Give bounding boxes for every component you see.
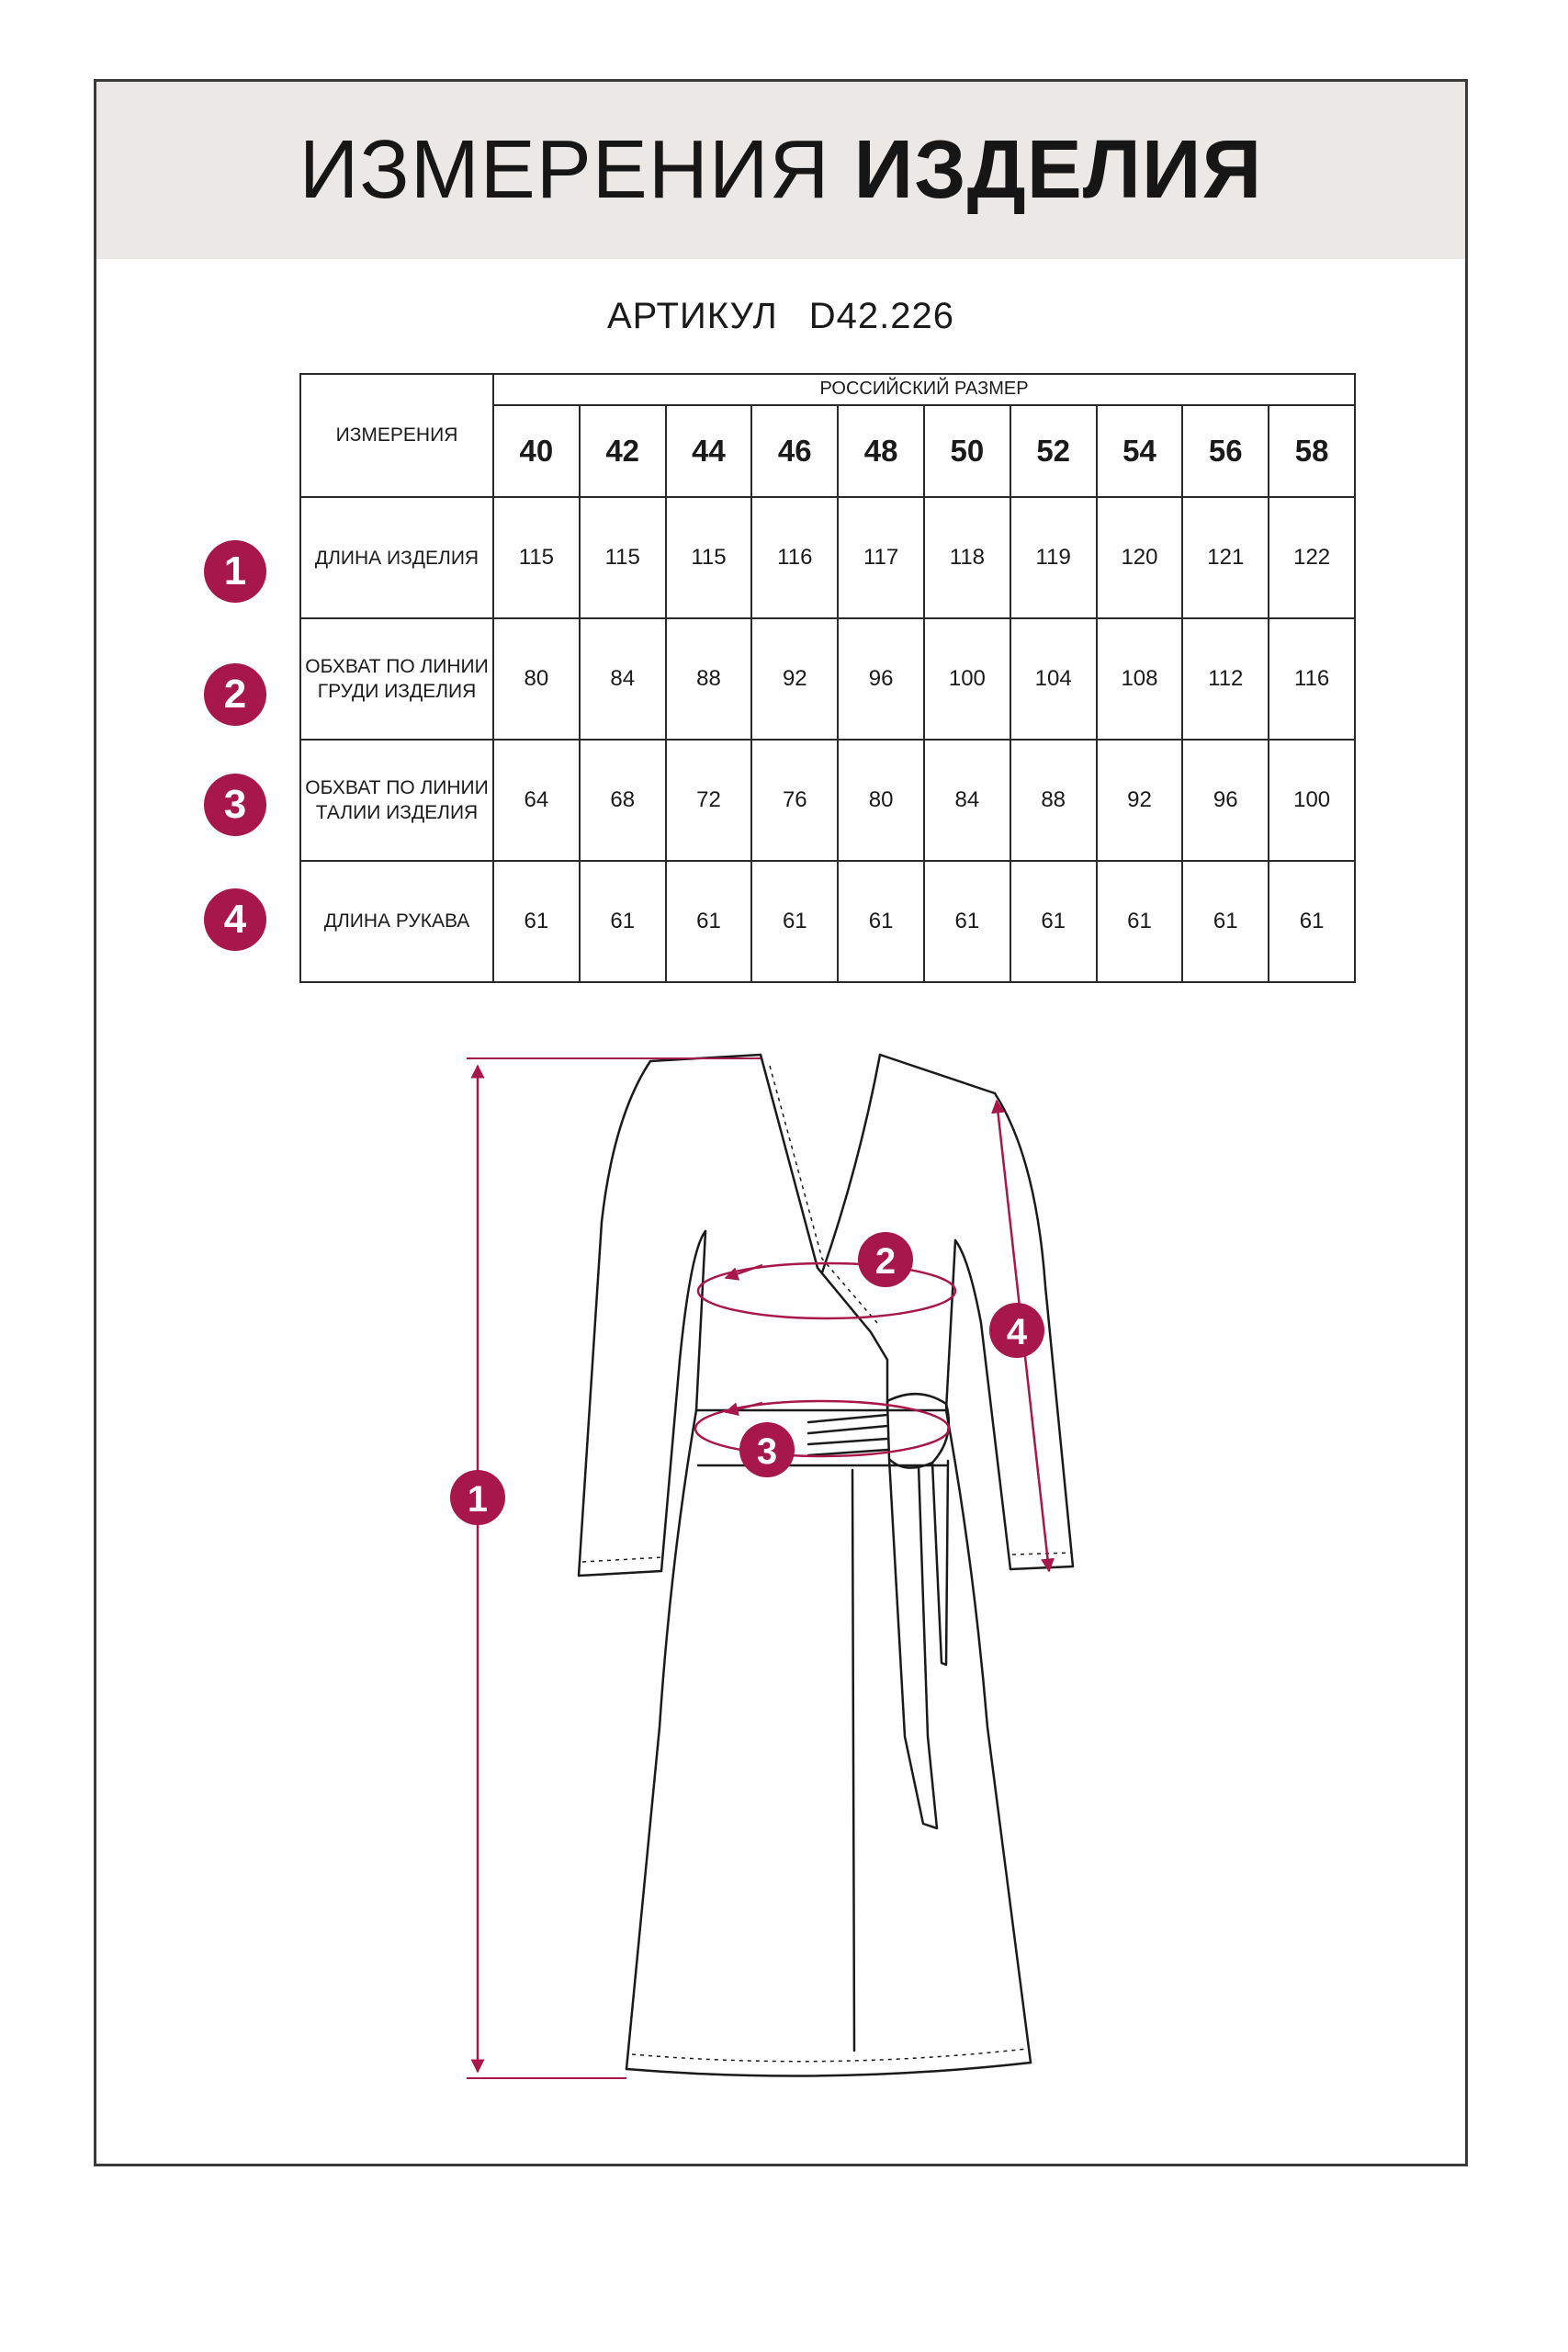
title-light: ИЗМЕРЕНИЯ: [299, 124, 830, 216]
size-header: 44: [666, 405, 752, 498]
neckline-right: [880, 1055, 995, 1093]
row-badge-2: 2: [204, 663, 266, 726]
table-cell: 118: [924, 497, 1010, 618]
stitch-cuff-right: [1012, 1553, 1071, 1555]
table-cell: 72: [666, 740, 752, 861]
table-cell: 61: [1269, 861, 1355, 982]
wrap-panel: [852, 1470, 854, 2051]
table-cell: 117: [838, 497, 924, 618]
table-cell: 61: [1097, 861, 1183, 982]
left-sleeve: [579, 1061, 705, 1576]
table-cell: 108: [1097, 618, 1183, 740]
table-cell: 88: [1010, 740, 1097, 861]
stitch-lines: [582, 1066, 1071, 2062]
table-cell: 92: [751, 618, 838, 740]
table-cell: 112: [1182, 618, 1269, 740]
stitch-hem: [632, 2049, 1027, 2062]
table-cell: 116: [1269, 618, 1355, 740]
measure-length: [467, 1058, 761, 2078]
table-cell: 61: [493, 861, 580, 982]
table-cell: 115: [493, 497, 580, 618]
table-cell: 92: [1097, 740, 1183, 861]
table-cell: 64: [493, 740, 580, 861]
stitch-cuff-left: [582, 1557, 663, 1562]
row-label: ОБХВАТ ПО ЛИНИИ ТАЛИИ ИЗДЕЛИЯ: [300, 740, 493, 861]
table-cell: 61: [751, 861, 838, 982]
tie-long: [889, 1459, 937, 1828]
diagram-badge-2: [858, 1232, 913, 1287]
table-cell: 115: [580, 497, 666, 618]
table-cell: 119: [1010, 497, 1097, 618]
row-label: ДЛИНА РУКАВА: [300, 861, 493, 982]
size-group-header: РОССИЙСКИЙ РАЗМЕР: [493, 374, 1355, 405]
svg-text:2: 2: [874, 1241, 897, 1282]
title-bold: ИЗДЕЛИЯ: [853, 124, 1263, 216]
table-cell: 84: [580, 618, 666, 740]
table-cell: 96: [838, 618, 924, 740]
size-header: 56: [1182, 405, 1269, 498]
table-cell: 122: [1269, 497, 1355, 618]
row-badge-4: 4: [204, 888, 266, 951]
size-header: 54: [1097, 405, 1183, 498]
measure-header: ИЗМЕРЕНИЯ: [300, 374, 493, 497]
size-header: 46: [751, 405, 838, 498]
table-cell: 61: [924, 861, 1010, 982]
diagram-badge-4: [989, 1303, 1044, 1358]
article-label: АРТИКУЛ: [606, 296, 778, 336]
table-cell: 80: [838, 740, 924, 861]
table-cell: 76: [751, 740, 838, 861]
table-cell: 61: [580, 861, 666, 982]
gathers: [808, 1415, 887, 1455]
skirt-left: [626, 1410, 696, 2069]
table-cell: 68: [580, 740, 666, 861]
stitch-neckline: [770, 1066, 877, 1323]
hem: [626, 2063, 1031, 2076]
table-cell: 88: [666, 618, 752, 740]
table-cell: 80: [493, 618, 580, 740]
measure-bust: [698, 1263, 955, 1318]
table-cell: 100: [924, 618, 1010, 740]
bodice-left: [696, 1231, 705, 1410]
size-header: 42: [580, 405, 666, 498]
table-cell: 61: [1182, 861, 1269, 982]
table-cell: 61: [666, 861, 752, 982]
table-cell: 84: [924, 740, 1010, 861]
diagram-badge-1: [450, 1470, 505, 1525]
table-cell: 121: [1182, 497, 1269, 618]
svg-text:1: 1: [467, 1479, 489, 1520]
size-header: 40: [493, 405, 580, 498]
table-cell: 61: [1010, 861, 1097, 982]
table-cell: 115: [666, 497, 752, 618]
size-header: 50: [924, 405, 1010, 498]
size-header: 58: [1269, 405, 1355, 498]
svg-text:4: 4: [1006, 1312, 1028, 1352]
table-cell: 61: [838, 861, 924, 982]
table-cell: 96: [1182, 740, 1269, 861]
dress-outline: [579, 1055, 1073, 2076]
size-header: 48: [838, 405, 924, 498]
table-cell: 116: [751, 497, 838, 618]
tie-short: [932, 1461, 948, 1665]
diagram-badge-3: [739, 1422, 795, 1477]
svg-text:3: 3: [756, 1431, 778, 1472]
row-badge-3: 3: [204, 774, 266, 836]
row-label: ДЛИНА ИЗДЕЛИЯ: [300, 497, 493, 618]
size-header: 52: [1010, 405, 1097, 498]
table-cell: 100: [1269, 740, 1355, 861]
bust-ring: [698, 1263, 955, 1318]
bodice-right: [946, 1240, 955, 1410]
skirt-right: [946, 1410, 1031, 2063]
table-cell: 120: [1097, 497, 1183, 618]
row-label: ОБХВАТ ПО ЛИНИИ ГРУДИ ИЗДЕЛИЯ: [300, 618, 493, 740]
bow-loop: [887, 1394, 949, 1467]
row-badge-1: 1: [204, 540, 266, 603]
table-cell: 104: [1010, 618, 1097, 740]
article-code: D42.226: [808, 296, 955, 336]
